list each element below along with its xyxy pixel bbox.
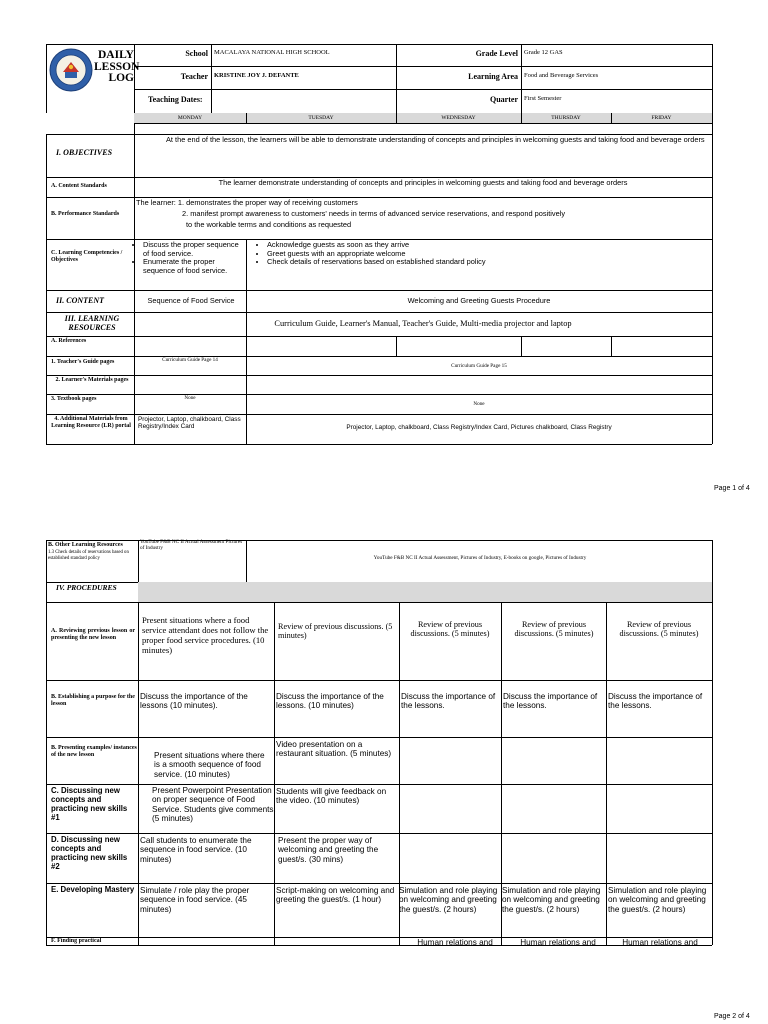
competencies-label: C. Learning Competencies / Objectives <box>51 250 123 263</box>
teachers-guide-rest: Curriculum Guide Page 15 <box>451 363 507 369</box>
competency-rest-2: • Greet guests with an appropriate welcome <box>267 250 698 259</box>
content-monday: Sequence of Food Service <box>147 296 235 305</box>
proc-row-a-wed: Review of previous discussions. (5 minutes) <box>410 620 490 639</box>
proc-row-a-tue: Review of previous discussions. (5 minutes) <box>278 622 393 641</box>
proc-row-f-label: F. Finding practical <box>51 938 102 944</box>
proc-row-d-label: D. Discussing new concepts and practicing new skills #2 <box>51 835 128 871</box>
teacher-label: Teacher <box>180 72 208 81</box>
proc-row-e-fri: Simulation and role playing on welcoming and greeting the guest/s. (2 hours) <box>608 886 707 914</box>
day-friday: FRIDAY <box>651 115 672 121</box>
proc-row-examples-mon: Present situations where there is a smooth sequence of food service. (10 minutes) <box>154 751 265 779</box>
proc-row-b-fri: Discuss the importance of the lessons. <box>608 692 703 711</box>
content-standards-text: The learner demonstrate understanding of concepts and principles in welcoming guests and taking food and beverage orders <box>218 178 628 187</box>
page-2 <box>46 540 712 950</box>
proc-row-c-label: C. Discussing new concepts and practicing new skills #1 <box>51 786 128 822</box>
proc-row-b-wed: Discuss the importance of the lessons. <box>401 692 496 711</box>
proc-row-a-mon: Present situations where a food service attendant does not follow the proper food service procedures. (10 minutes) <box>142 615 269 655</box>
proc-row-d-mon: Call students to enumerate the sequence in food service. (10 minutes) <box>140 836 252 864</box>
learning-area-value: Food and Beverage Services <box>524 72 599 79</box>
performance-standards-label: B. Performance Standards <box>51 211 120 217</box>
textbook-rest: None <box>473 401 485 407</box>
title-line-log: LOG <box>108 72 134 85</box>
teaching-dates-label: Teaching Dates: <box>148 95 203 104</box>
proc-row-c-tue: Students will give feedback on the video. (10 minutes) <box>276 787 387 806</box>
proc-row-f-thu: Human relations and <box>520 938 596 947</box>
other-learning-resources-note: 1.3 Check details of reservations based on established standard policy <box>48 550 129 561</box>
competencies-rest <box>258 241 698 267</box>
proc-row-e-wed: Simulation and role playing on welcoming and greeting the guest/s. (2 hours) <box>399 886 498 914</box>
proc-row-b-thu: Discuss the importance of the lessons. <box>503 692 598 711</box>
proc-row-f-wed: Human relations and <box>417 938 493 947</box>
day-thursday: THURSDAY <box>551 115 581 121</box>
learning-area-label: Learning Area <box>468 72 518 81</box>
grade-level-value: Grade 12 GAS <box>524 49 563 56</box>
proc-row-a-label: A. Reviewing previous lesson or presenting the new lesson <box>51 628 135 641</box>
other-learning-resources-label: B. Other Learning Resources <box>48 542 123 548</box>
other-learning-resources-monday: YouTube F&B NC II Actual Assessment Pictures of Industry <box>140 539 243 551</box>
quarter-value: First Semester <box>524 95 562 102</box>
competency-rest-3: • Check details of reservations based on established standard policy <box>267 258 698 267</box>
content-label: II. CONTENT <box>56 296 105 305</box>
teachers-guide-label: 1. Teacher's Guide pages <box>51 359 115 365</box>
textbook-monday: None <box>184 395 196 401</box>
objectives-text: At the end of the lesson, the learners will be able to demonstrate understanding of concepts and principles in welcoming guests and taking food and beverage orders <box>166 135 705 144</box>
proc-row-e-thu: Simulation and role playing on welcoming and greeting the guest/s. (2 hours) <box>502 886 601 914</box>
learning-resources-text: Curriculum Guide, Learner's Manual, Teacher's Guide, Multi-media projector and laptop <box>274 319 572 328</box>
other-learning-resources-rest: YouTube F&B NC II Actual Assessment, Pictures of Industry, E-books on google, Pictures of Industry <box>373 555 587 561</box>
objectives-label: I. OBJECTIVES <box>56 148 113 157</box>
additional-materials-monday: Projector, Laptop, chalkboard, Class Registry/Index Card <box>138 416 241 431</box>
proc-row-a-fri: Review of previous discussions. (5 minutes) <box>619 620 699 639</box>
proc-row-examples-label: B. Presenting examples/ instances of the new lesson <box>51 745 137 758</box>
additional-materials-rest: Projector, Laptop, chalkboard, Class Registry/Index Card, Pictures chalkboard, Class Registry <box>346 424 612 431</box>
title-line-lesson: LESSON <box>94 60 140 73</box>
content-rest: Welcoming and Greeting Guests Procedure <box>407 296 551 305</box>
proc-row-a-thu: Review of previous discussions. (5 minutes) <box>514 620 594 639</box>
learners-materials-label: 2. Learner's Materials pages <box>55 377 129 383</box>
teachers-guide-monday: Curriculum Guide Page 14 <box>162 357 218 363</box>
textbook-label: 3. Textbook pages <box>51 396 97 402</box>
proc-row-c-mon: Present Powerpoint Presentation on proper sequence of Food Service. Students give comments. (5 minutes) <box>152 786 276 824</box>
competencies-monday <box>134 241 244 275</box>
performance-line-1: The learner: 1. demonstrates the proper way of receiving customers <box>136 198 358 207</box>
school-label: School <box>185 49 208 58</box>
learning-resources-label: III. LEARNING RESOURCES <box>64 314 120 333</box>
deped-seal-logo <box>49 48 93 92</box>
procedures-label: IV. PROCEDURES <box>56 583 117 592</box>
procedures-row <box>138 582 712 602</box>
references-label: A. References <box>51 338 87 344</box>
proc-row-d-tue: Present the proper way of welcoming and greeting the guest/s. (30 mins) <box>278 836 379 864</box>
competency-rest-1: • Acknowledge guests as soon as they arrive <box>267 241 698 250</box>
title-line-daily: DAILY <box>97 49 134 61</box>
proc-row-b-label: B. Establishing a purpose for the lesson <box>51 694 135 707</box>
proc-row-e-tue: Script-making on welcoming and greeting the guest/s. (1 hour) <box>276 886 395 905</box>
proc-row-b-mon: Discuss the importance of the lessons (10 minutes). <box>140 692 248 711</box>
teacher-value: KRISTINE JOY J. DEFANTE <box>214 72 299 79</box>
additional-materials-label: 4. Additional Materials from Learning Resource (LR) portal <box>51 416 131 429</box>
dll-title <box>94 49 140 85</box>
proc-row-b-tue: Discuss the importance of the lessons. (10 minutes) <box>276 692 384 711</box>
proc-row-e-mon: Simulate / role play the proper sequence in food service. (45 minutes) <box>140 886 250 914</box>
page-1-footer: Page 1 of 4 <box>714 485 750 492</box>
content-standards-label: A. Content Standards <box>51 183 107 189</box>
proc-row-e-label: E. Developing Mastery <box>51 885 135 894</box>
proc-row-f-fri: Human relations and <box>622 938 698 947</box>
quarter-label: Quarter <box>490 95 518 104</box>
proc-row-examples-tue: Video presentation on a restaurant situation. (5 minutes) <box>276 740 392 759</box>
day-monday: MONDAY <box>177 115 203 121</box>
competency-mon-2: • Enumerate the proper sequence of food service. <box>143 258 244 275</box>
performance-line-2: 2. manifest prompt awareness to customers' needs in terms of advanced service reservations, and respond positively <box>182 209 566 218</box>
competency-mon-1: • Discuss the proper sequence of food service. <box>143 241 244 258</box>
day-tuesday: TUESDAY <box>308 115 334 121</box>
grade-level-label: Grade Level <box>475 49 518 58</box>
page-2-footer: Page 2 of 4 <box>714 1013 750 1020</box>
performance-line-3: to the workable terms and conditions as requested <box>186 220 352 229</box>
page-1 <box>46 44 712 444</box>
school-value: MACALAYA NATIONAL HIGH SCHOOL <box>214 49 330 56</box>
day-wednesday: WEDNESDAY <box>441 115 476 121</box>
